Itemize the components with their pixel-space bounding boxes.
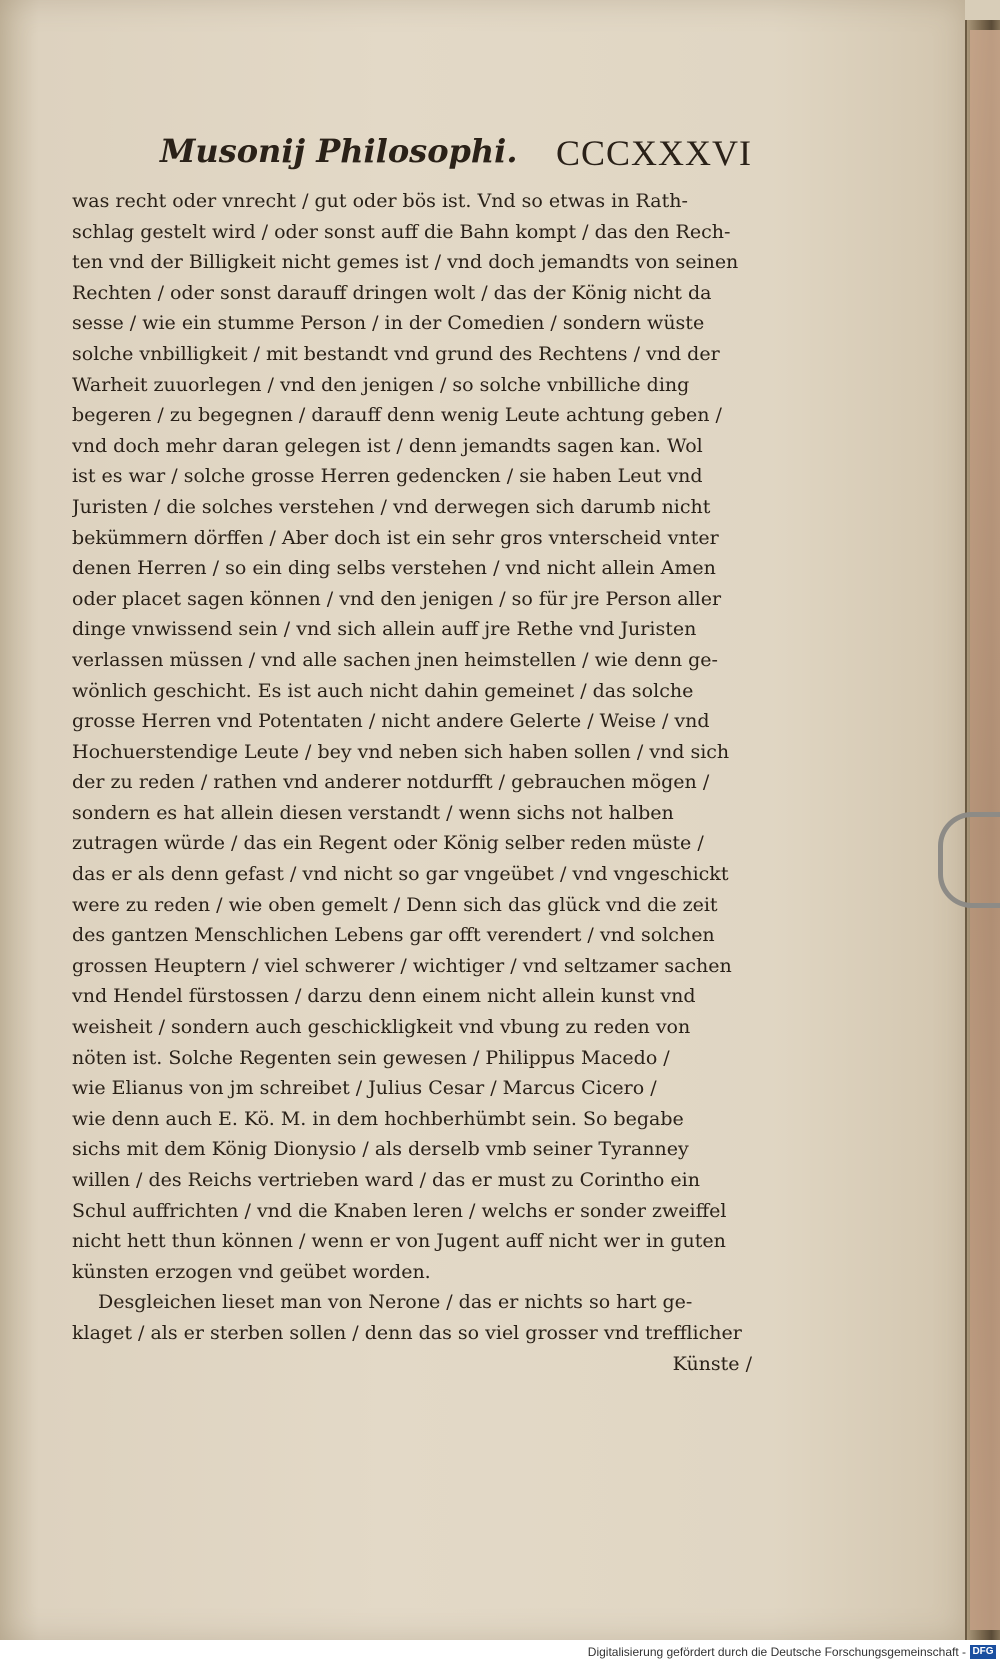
text-line: zutragen würde / das ein Regent oder König selber reden müste /: [72, 832, 704, 855]
text-line: begeren / zu begegnen / darauff denn wenig Leute achtung geben /: [72, 404, 722, 427]
text-line: were zu reden / wie oben gemelt / Denn sich das glück vnd die zeit: [72, 893, 718, 916]
page-clip: [938, 812, 1000, 908]
footer-bar: [0, 1640, 1000, 1665]
dfg-logo: DFG: [970, 1645, 996, 1659]
text-line: das er als denn gefast / vnd nicht so gar vngeübet / vnd vngeschickt: [72, 863, 729, 886]
text-line: weisheit / sondern auch geschickligkeit vnd vbung zu reden von: [72, 1016, 691, 1039]
text-line: vnd doch mehr daran gelegen ist / denn jemandts sagen kan. Wol: [72, 434, 703, 457]
text-line: ten vnd der Billigkeit nicht gemes ist / vnd doch jemandts von seinen: [72, 251, 739, 274]
running-title: Musonij Philosophi.: [160, 132, 518, 170]
text-line: Schul auffrichten / vnd die Knaben leren / welchs er sonder zweiffel: [72, 1199, 727, 1222]
text-line: grosse Herren vnd Potentaten / nicht andere Gelerte / Weise / vnd: [72, 710, 710, 733]
text-line: wie denn auch E. Kö. M. in dem hochberhümbt sein. So begabe: [72, 1107, 684, 1130]
text-line: oder placet sagen können / vnd den jenigen / so für jre Person aller: [72, 587, 722, 610]
text-line: Hochuerstendige Leute / bey vnd neben sich haben sollen / vnd sich: [72, 740, 730, 763]
text-line: sesse / wie ein stumme Person / in der Comedien / sondern wüste: [72, 312, 705, 335]
text-line: Desgleichen lieset man von Nerone / das er nichts so hart ge-: [98, 1291, 693, 1314]
text-line: sichs mit dem König Dionysio / als derselb vmb seiner Tyranney: [72, 1138, 689, 1161]
body-text: [72, 186, 752, 1379]
text-line: Warheit zuuorlegen / vnd den jenigen / so solche vnbilliche ding: [72, 373, 690, 396]
text-line: vnd Hendel fürstossen / darzu denn einem nicht allein kunst vnd: [72, 985, 696, 1008]
text-line: Juristen / die solches verstehen / vnd derwegen sich darumb nicht: [72, 495, 711, 518]
text-block: [72, 132, 752, 1379]
page-header: [160, 132, 752, 186]
footer-credit: Digitalisierung gefördert durch die Deutsche Forschungsgemeinschaft -: [587, 1645, 966, 1659]
text-line: dinge vnwissend sein / vnd sich allein auff jre Rethe vnd Juristen: [72, 618, 697, 641]
text-line: verlassen müssen / vnd alle sachen jnen heimstellen / wie denn ge-: [72, 648, 718, 671]
text-line: klaget / als er sterben sollen / denn das so viel grosser vnd trefflicher: [72, 1321, 742, 1344]
text-line: willen / des Reichs vertrieben ward / das er must zu Corintho ein: [72, 1169, 700, 1191]
text-line: Rechten / oder sonst darauff dringen wolt / das der König nicht da: [72, 281, 712, 304]
catchword: Künste /: [672, 1352, 752, 1375]
text-line: ist es war / solche grosse Herren gedencken / sie haben Leut vnd: [72, 465, 703, 488]
text-line: grossen Heuptern / viel schwerer / wichtiger / vnd seltzamer sachen: [72, 954, 732, 977]
folio-number: CCCXXXVI: [555, 133, 752, 173]
text-line: künsten erzogen vnd geübet worden.: [72, 1260, 431, 1283]
text-line: schlag gestelt wird / oder sonst auff die Bahn kompt / das den Rech-: [72, 220, 731, 243]
text-line: der zu reden / rathen vnd anderer notdurfft / gebrauchen mögen /: [72, 771, 710, 794]
text-line: nöten ist. Solche Regenten sein gewesen / Philippus Macedo /: [72, 1046, 670, 1069]
text-line: denen Herren / so ein ding selbs verstehen / vnd nicht allein Amen: [72, 557, 716, 580]
text-line: solche vnbilligkeit / mit bestandt vnd grund des Rechtens / vnd der: [72, 342, 720, 365]
text-line: wie Elianus von jm schreibet / Julius Cesar / Marcus Cicero /: [72, 1077, 657, 1100]
text-line: nicht hett thun können / wenn er von Jugent auff nicht wer in guten: [72, 1230, 726, 1253]
text-line: sondern es hat allein diesen verstandt / wenn sichs not halben: [72, 801, 674, 824]
text-line: wönlich geschicht. Es ist auch nicht dahin gemeinet / das solche: [72, 679, 694, 702]
text-line: was recht oder vnrecht / gut oder bös ist. Vnd so etwas in Rath-: [72, 190, 688, 212]
text-line: bekümmern dörffen / Aber doch ist ein sehr gros vnterscheid vnter: [72, 526, 719, 549]
text-line: des gantzen Menschlichen Lebens gar offt verendert / vnd solchen: [72, 924, 715, 947]
